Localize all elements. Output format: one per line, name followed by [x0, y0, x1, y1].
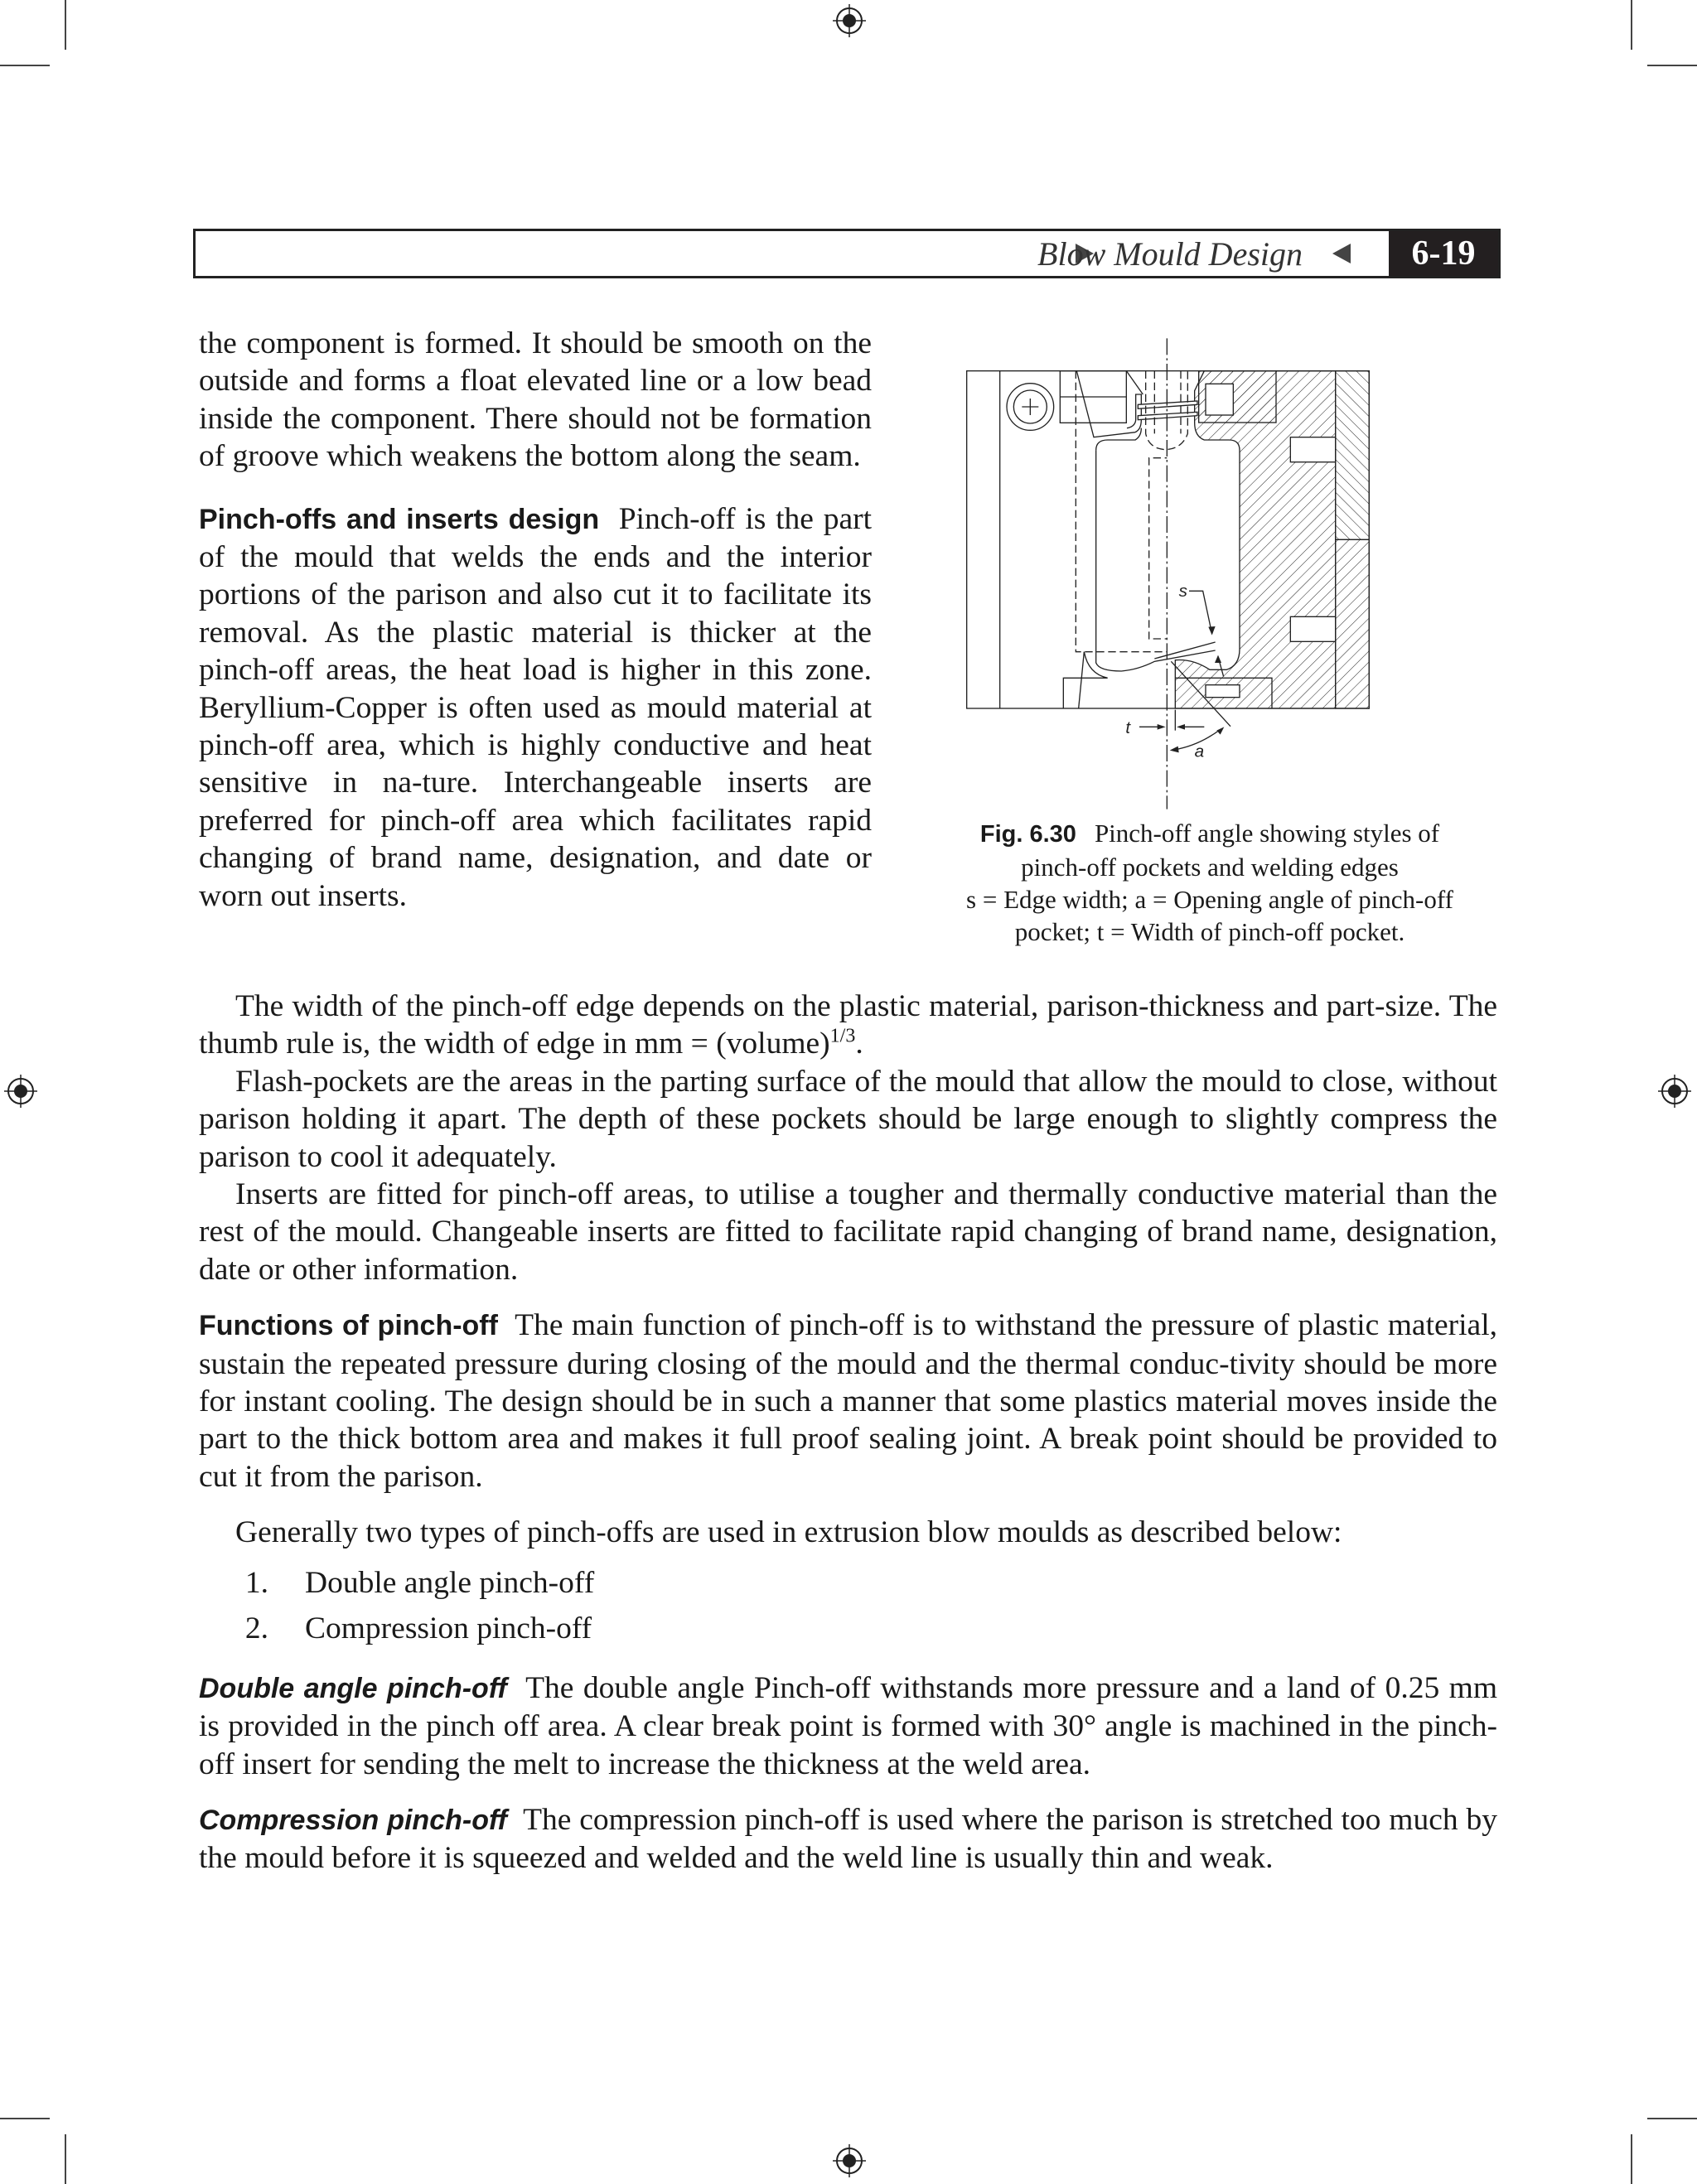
paragraph-text: The main function of pinch-off is to withstand the pressure of plastic material, sustain the repeated pressure during closing of the mould and the thermal conduc-tivity should be more for instant cooling. The design should be in such a manner that some plastics material moves inside the part to the thick bottom area and makes it full proof sealing joint. A break point should be provided to cut it from the parison.	[199, 1308, 1497, 1494]
crop-mark	[65, 2134, 66, 2184]
label-s: s	[1178, 582, 1187, 601]
section-heading: Pinch-offs and inserts design	[199, 503, 600, 535]
paragraph: the component is formed. It should be smooth on the outside and forms a float elevated line or a low bead inside the component. There should not be formation of groove which weakens the bottom along the seam.	[199, 326, 872, 474]
paragraph-text: The double angle Pinch-off withstands more pressure and a land of 0.25 mm is provided in the pinch off area. A clear break point is formed with 30° angle is machined in the pinch-off insert for sending the melt to increase the thickness at the weld area.	[199, 1670, 1497, 1781]
list-item	[199, 1560, 1497, 1606]
crop-mark	[1647, 2118, 1697, 2119]
paragraph	[199, 1669, 1497, 1783]
crop-mark	[1647, 65, 1697, 66]
registration-mark-icon	[833, 4, 866, 37]
caption-line: s = Edge width; a = Opening angle of pinch-off	[966, 885, 1453, 914]
list-text: Compression pinch-off	[305, 1611, 592, 1645]
crop-mark	[65, 0, 66, 50]
registration-mark-icon	[1658, 1075, 1691, 1108]
plus-icon	[1022, 399, 1038, 415]
paragraph	[199, 1801, 1497, 1877]
section-heading: Double angle pinch-off	[199, 1672, 507, 1704]
crop-mark	[0, 2118, 50, 2119]
registration-mark-icon	[833, 2144, 866, 2177]
crop-mark	[1631, 2134, 1632, 2184]
paragraph: Inserts are fitted for pinch-off areas, to utilise a tougher and thermally conductive material than the rest of the mould. Changeable inserts are fitted to facilitate rapid changing of brand name, designation, date or other information.	[199, 1177, 1497, 1287]
full-width-text	[199, 988, 1497, 1877]
figure-caption	[920, 817, 1500, 948]
list-text: Double angle pinch-off	[305, 1565, 595, 1600]
registration-mark-icon	[4, 1075, 37, 1108]
left-column	[199, 325, 872, 915]
crop-mark	[1631, 0, 1632, 50]
paragraph	[199, 988, 1497, 1063]
paragraph	[199, 500, 872, 915]
paragraph-text: The width of the pinch-off edge depends on the plastic material, parison-thickness and part-size. The thumb rule is, the width of edge in mm = (volume)	[199, 989, 1497, 1061]
running-header	[193, 229, 1501, 278]
section-heading: Compression pinch-off	[199, 1804, 507, 1836]
section-title: Blow Mould Design	[1037, 235, 1303, 273]
superscript: 1/3	[829, 1025, 856, 1047]
paragraph: Flash-pockets are the areas in the parting surface of the mould that allow the mould to close, without parison holding it apart. The depth of these pockets should be large enough to slightly compress the parison to cool it adequately.	[199, 1064, 1497, 1174]
list-item	[199, 1606, 1497, 1651]
paragraph: Generally two types of pinch-offs are used in extrusion blow moulds as described below:	[235, 1515, 1342, 1550]
page-number: 6-19	[1389, 231, 1498, 276]
paragraph-text: The compression pinch-off is used where the parison is stretched too much by the mould before it is squeezed and welded and the weld line is usually thin and weak.	[199, 1802, 1497, 1876]
label-a: a	[1194, 742, 1205, 761]
pinch-off-figure	[945, 331, 1458, 812]
pinch-off-types-list	[199, 1560, 1497, 1651]
list-number: 1.	[244, 1565, 268, 1600]
crop-mark	[0, 65, 50, 66]
caption-line: pocket; t = Width of pinch-off pocket.	[1014, 917, 1405, 946]
triangle-left-icon	[1332, 244, 1351, 263]
list-number: 2.	[244, 1611, 268, 1645]
label-t: t	[1125, 718, 1131, 737]
caption-line: pinch-off pockets and welding edges	[1021, 853, 1399, 882]
paragraph	[199, 1307, 1497, 1495]
figure-label: Fig. 6.30	[979, 821, 1076, 848]
section-heading: Functions of pinch-off	[199, 1310, 498, 1342]
paragraph-text: Pinch-off is the part of the mould that welds the ends and the interior portions of the parison and also cut it to facilitate its removal. As the plastic material is thicker at the pinch-off areas, the heat load is higher in this zone. Beryllium-Copper is often used as mould material at pinch-off area, which is highly conductive and heat sensitive in na-ture. Interchangeable inserts are preferred for pinch-off area which facilitates rapid changing of brand name, designation, and date or worn out inserts.	[199, 501, 873, 913]
paragraph-text: .	[855, 1027, 863, 1061]
caption-line: Pinch-off angle showing styles of	[1094, 819, 1440, 848]
